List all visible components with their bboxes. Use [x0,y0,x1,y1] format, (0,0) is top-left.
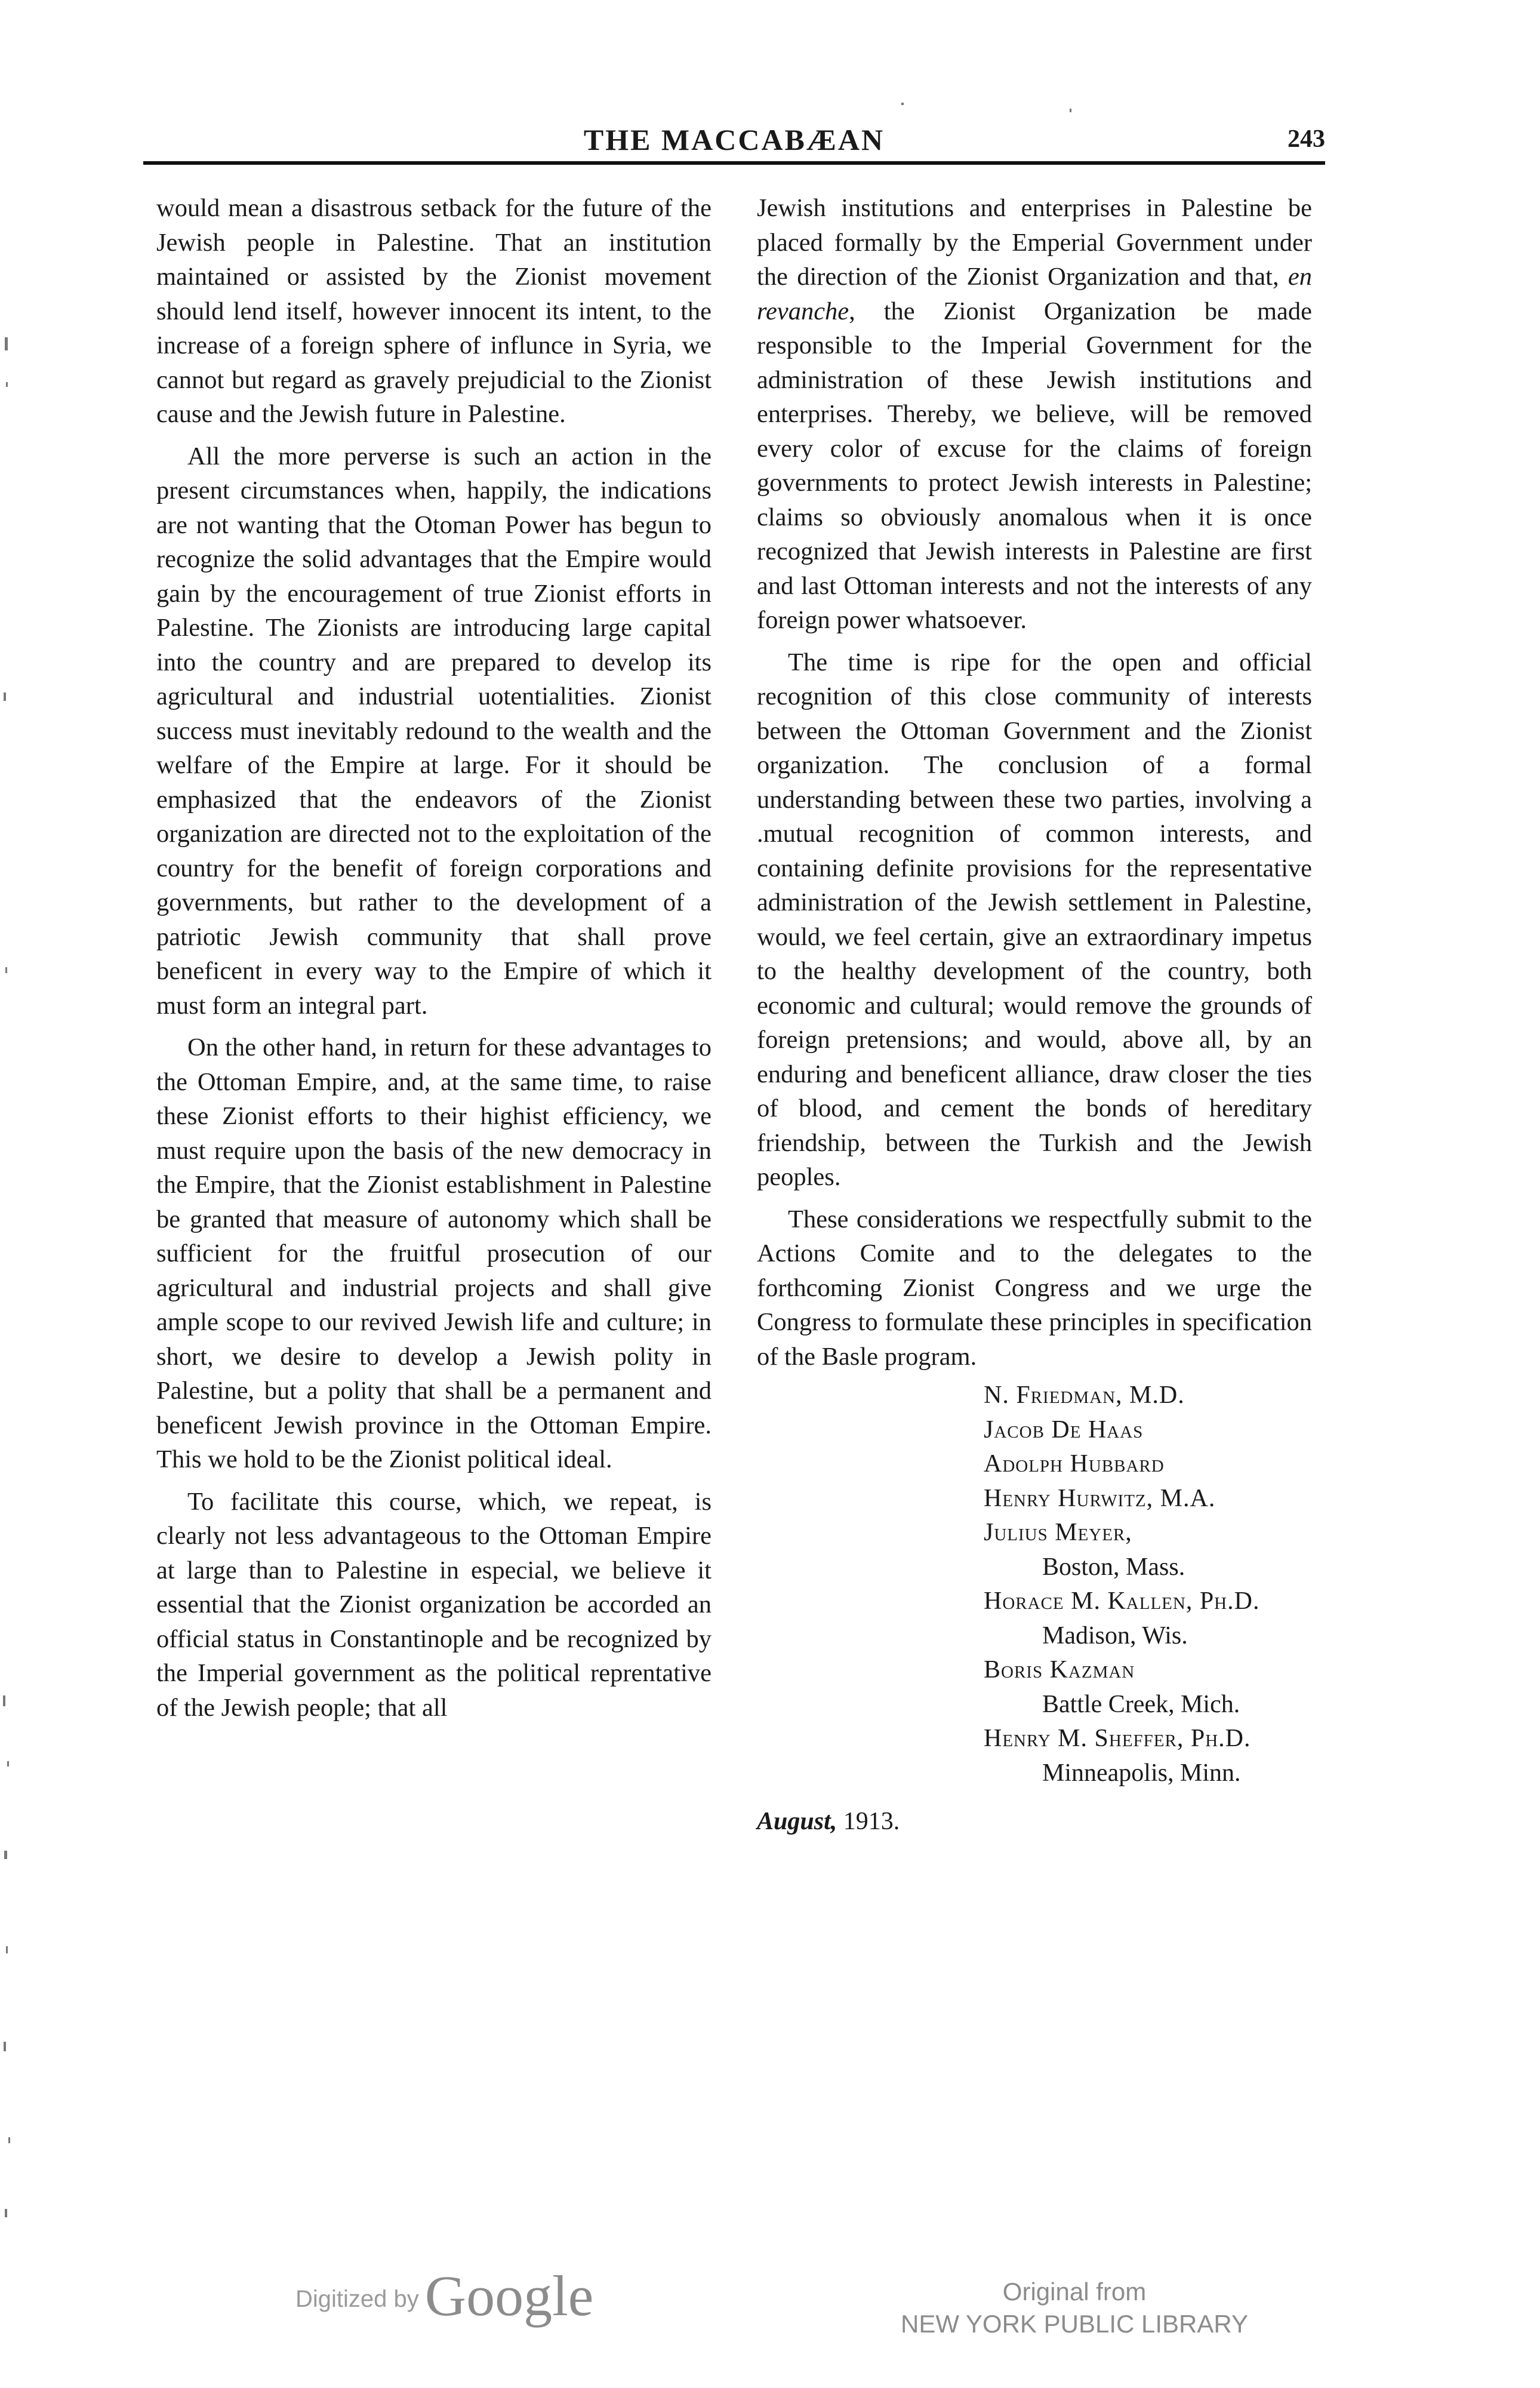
signatory-name: Boris Kazman [984,1656,1135,1684]
signatory-location: Boston, Mass. [1042,1553,1185,1581]
date-year: 1913. [843,1808,900,1835]
signature-2 [984,1413,1312,1448]
signatory-name: Adolph Hubbard [984,1450,1165,1478]
signatory-location: Minneapolis, Minn. [1042,1759,1241,1787]
digitized-credit [295,2263,593,2329]
signature-5 [984,1516,1312,1550]
google-logo: Google [424,2264,594,2328]
right-paragraph-1 [757,191,1312,638]
right-column [757,191,1312,1839]
right-p1-text-b: , the Zionist Organization be made responsible to the Imperial Government for the administration of these Jewish institutions and enterprises. Thereby, we believe, will be removed every color of excuse for the claims of foreign governments to protect Jewish interests in Palestine; claims so obviously anomalous when it is once recognized that Jewish interests in Palestine are first and last Ottoman interests and not the interests of any foreign power whatsoever. [757,297,1312,634]
signature-7 [984,1653,1312,1688]
signatory-name: Horace M. Kallen, Ph.D. [984,1587,1260,1615]
signatory-name: Henry Hurwitz, M.A. [984,1484,1216,1512]
right-p1-italic: en revanche [757,263,1312,325]
left-paragraph-1: would mean a disastrous setback for the future of the Jewish people in Palestine. That an institution maintained or assisted by the Zionist movement should lend itself, however innocent its intent, to the increase of a foreign sphere of influnce in Syria, we cannot but regard as gravely prejudicial to the Zionist cause and the Jewish future in Palestine. [156,194,712,428]
signature-block [984,1378,1312,1790]
source-credit [889,2276,1259,2340]
journal-title: THE MACCABÆAN [583,123,885,156]
running-header [143,116,1325,164]
left-paragraph-4: To facilitate this course, which, we repeat, is clearly not less advantageous to the Ottoman Empire at large than to Palestine in especial, we believe it essential that the Zionist organization be accorded an official status in Constantinople and be recognized by the Imperial government as the political reprentative of the Jewish people; that all [156,1487,712,1722]
right-p1-text-a: Jewish institutions and enterprises in Palestine be placed formally by the Emperial Government under the direction of the Zionist Organization and that, [757,194,1312,291]
library-name: NEW YORK PUBLIC LIBRARY [901,2310,1248,2338]
signature-4 [984,1482,1312,1516]
signatory-location: Battle Creek, Mich. [1042,1690,1240,1718]
page-number: 243 [1288,125,1325,153]
signatory-name: Jacob De Haas [984,1415,1144,1444]
signature-3 [984,1447,1312,1482]
date-month: August, [757,1808,837,1835]
right-paragraph-2: The time is ripe for the open and official recognition of this close community of interests between the Ottoman Government and the Zionist organization. The conclusion of a formal understanding between these two parties, involving a .mutual recognition of common interests, and containing definite provisions for the representative administration of the Jewish settlement in Palestine, would, we feel certain, give an extraordinary impetus to the healthy development of the country, both economic and cultural; would remove the grounds of foreign pretensions; and would, above all, by an enduring and beneficent alliance, draw closer the ties of blood, and cement the bonds of hereditary friendship, between the Turkish and the Jewish peoples. [757,648,1312,1191]
signature-8 [984,1722,1312,1756]
signatory-location: Madison, Wis. [1042,1621,1188,1650]
left-column [156,191,712,1725]
signatory-name: Julius Meyer, [984,1519,1132,1546]
original-from-label: Original from [1002,2278,1147,2306]
signature-1 [984,1378,1312,1413]
header-rule [143,161,1325,165]
signatory-name: Henry M. Sheffer, Ph.D. [984,1725,1251,1752]
signature-6 [984,1584,1312,1619]
digitized-label: Digitized by [295,2286,419,2312]
right-paragraph-3: These considerations we respectfully submit to the Actions Comite and to the delegates to the forthcoming Zionist Congress and we urge the Congress to formulate these principles in specification of the Basle program. [757,1205,1312,1371]
left-paragraph-2: All the more perverse is such an action in the present circumstances when, happily, the indications are not wanting that the Otoman Power has begun to recognize the solid advantages that the Empire would gain by the encouragement of true Zionist efforts in Palestine. The Zionists are introducing large capital into the country and are prepared to develop its agricultural and industrial uotentialities. Zionist success must inevitably redound to the wealth and the welfare of the Empire at large. For it should be emphasized that the endeavors of the Zionist organization are directed not to the exploitation of the country for the benefit of foreign corporations and governments, but rather to the development of a patriotic Jewish community that shall prove beneficent in every way to the Empire of which it must form an integral part. [156,442,712,1020]
left-paragraph-3: On the other hand, in return for these advantages to the Ottoman Empire, and, at the same time, to raise these Zionist efforts to their highist efficiency, we must require upon the basis of the new democracy in the Empire, that the Zionist establishment in Palestine be granted that measure of autonomy which shall be sufficient for the fruitful prosecution of our agricultural and industrial projects and shall give ample scope to our revived Jewish life and culture; in short, we desire to develop a Jewish polity in Palestine, but a polity that shall be a permanent and beneficent Jewish province in the Ottoman Empire. This we hold to be the Zionist political ideal. [156,1033,712,1473]
date-line [757,1805,1312,1839]
signatory-name: N. Friedman, M.D. [984,1381,1185,1409]
